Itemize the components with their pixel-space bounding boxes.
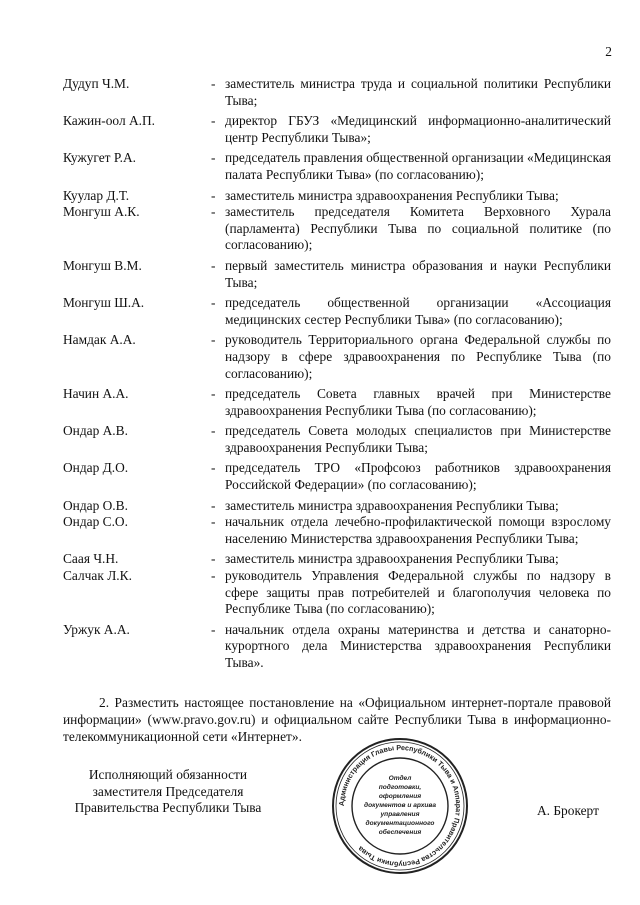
member-row xyxy=(63,258,611,291)
member-name: Начин А.А. xyxy=(63,386,129,402)
stamp-center-line: документов и архива xyxy=(364,802,436,809)
member-role: директор ГБУЗ «Медицинский информационно-аналитический центр Республики Тыва»; xyxy=(225,113,611,145)
member-name: Кужугет Р.А. xyxy=(63,150,136,166)
member-role: председатель ТРО «Профсоюз работников здравоохранения Российской Федерации» (по согласованию); xyxy=(225,460,611,493)
dash: - xyxy=(211,76,216,91)
member-name: Монгуш В.М. xyxy=(63,257,142,273)
member-role: начальник отдела лечебно-профилактической помощи взрослому населению Министерства здравоохранения Республики Тыва; xyxy=(225,514,611,546)
member-name: Намдак А.А. xyxy=(63,332,136,348)
member-row xyxy=(63,498,611,515)
stamp-center-line: документационного xyxy=(365,820,435,827)
member-row xyxy=(63,188,611,205)
member-role: заместитель министра здравоохранения Республики Тыва; xyxy=(225,551,559,567)
member-role: председатель Совета молодых специалистов при Министерстве здравоохранения Республики Тыва; xyxy=(225,423,611,455)
member-row xyxy=(63,423,611,456)
member-name: Кажин-оол А.П. xyxy=(63,113,156,129)
member-name: Дудуп Ч.М. xyxy=(63,76,130,91)
signer-name: А. Брокерт xyxy=(537,803,599,818)
dash: - xyxy=(211,295,216,311)
member-row xyxy=(63,76,611,109)
signature-title-line: заместителя Председателя xyxy=(92,783,244,799)
member-name: Ондар Д.О. xyxy=(63,460,129,476)
member-name: Ондар А.В. xyxy=(63,423,128,439)
member-name: Саая Ч.Н. xyxy=(63,551,119,567)
clause-2: 2. Разместить настоящее постановление на «Официальном интернет-портале правовой информации» (www.pravo.gov.ru) и официальном сайте Республики Тыва в информационно-телекоммуникационной сети «Интернет». xyxy=(63,695,611,744)
official-stamp xyxy=(330,736,470,876)
dash: - xyxy=(211,257,216,273)
dash: - xyxy=(211,187,216,203)
member-name: Ондар С.О. xyxy=(63,514,128,530)
member-name: Ондар О.В. xyxy=(63,497,128,513)
member-role: заместитель председателя Комитета Верховного Хурала (парламента) Республики Тыва по социальной политике (по согласованию); xyxy=(225,204,611,253)
member-row xyxy=(63,150,611,183)
member-role: руководитель Территориального органа Федеральной службы по надзору в сфере здравоохранения по Республике Тыва (по согласованию); xyxy=(225,332,611,381)
member-row xyxy=(63,295,611,328)
page-number: 2 xyxy=(605,44,612,59)
member-row xyxy=(63,460,611,493)
member-role: заместитель министра труда и социальной политики Республики Тыва; xyxy=(225,76,611,108)
dash: - xyxy=(211,621,216,637)
member-row xyxy=(63,204,611,254)
stamp-center-line: управления xyxy=(380,811,420,818)
member-row xyxy=(63,113,611,146)
member-role: председатель Совета главных врачей при Министерстве здравоохранения Республики Тыва (по согласованию); xyxy=(225,386,611,418)
member-name: Куулар Д.Т. xyxy=(63,187,130,203)
stamp-center-line: Отдел xyxy=(388,775,412,782)
dash: - xyxy=(211,204,216,220)
stamp-center-line: обеспечения xyxy=(378,829,422,836)
dash: - xyxy=(211,332,216,348)
member-role: заместитель министра здравоохранения Республики Тыва; xyxy=(225,497,559,513)
stamp-seal xyxy=(330,736,470,876)
member-role: начальник отдела охраны материнства и детства и санаторно-курортного дела Министерства здравоохранения Республики Тыва». xyxy=(225,621,611,670)
dash: - xyxy=(211,460,216,476)
dash: - xyxy=(211,423,216,439)
member-row xyxy=(63,332,611,382)
stamp-center-line: подготовки, xyxy=(378,784,422,791)
dash: - xyxy=(211,150,216,166)
member-row xyxy=(63,622,611,672)
member-row xyxy=(63,551,611,568)
stamp-ring-text: Администрация Главы Республики Тыва и Аппарат Правительства Республики Тыва xyxy=(336,742,464,870)
member-name: Уржук А.А. xyxy=(63,621,130,637)
signature-title-line: Исполняющий обязанности xyxy=(88,767,248,782)
dash: - xyxy=(211,551,216,567)
dash: - xyxy=(211,497,216,513)
member-role: заместитель министра здравоохранения Республики Тыва; xyxy=(225,187,559,203)
member-name: Монгуш Ш.А. xyxy=(63,295,145,311)
member-list xyxy=(63,76,611,676)
member-role: председатель общественной организации «Ассоциация медицинских сестер Республики Тыва» (по согласованию); xyxy=(225,295,611,327)
member-role: председатель правления общественной организации «Медицинская палата Республики Тыва» (по согласованию); xyxy=(225,150,611,182)
signature-title-line: Правительства Республики Тыва xyxy=(74,800,262,816)
member-row xyxy=(63,568,611,618)
member-name: Монгуш А.К. xyxy=(63,204,140,220)
member-row xyxy=(63,514,611,547)
member-role: руководитель Управления Федеральной службы по надзору в сфере защиты прав потребителей и благополучия человека по Республике Тыва (по согласованию); xyxy=(225,568,611,617)
member-row xyxy=(63,386,611,419)
signature-block xyxy=(63,767,273,817)
stamp-center-line: оформления xyxy=(378,793,422,800)
member-role: первый заместитель министра образования и науки Республики Тыва; xyxy=(225,257,611,290)
dash: - xyxy=(211,386,216,402)
member-name: Салчак Л.К. xyxy=(63,568,132,584)
dash: - xyxy=(211,568,216,584)
dash: - xyxy=(211,514,216,530)
dash: - xyxy=(211,113,216,129)
